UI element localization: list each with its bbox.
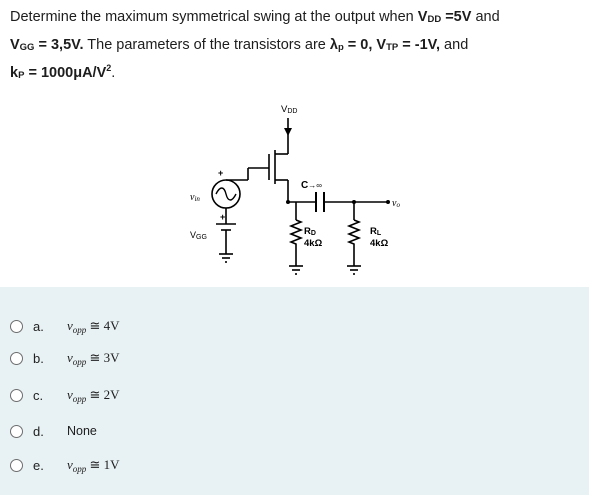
vdd-symbol: V (417, 9, 428, 25)
lambda-subscript: p (337, 42, 344, 53)
radio-button[interactable] (10, 459, 23, 472)
rd-value-label: 4kΩ (304, 238, 323, 249)
rl-value-label: 4kΩ (370, 238, 389, 249)
question-text-part: The parameters of the transistors are (83, 37, 330, 53)
kp-subscript: P (18, 70, 25, 81)
option-e[interactable] (10, 453, 120, 477)
option-answer: $v_{opp}$ ≅ 2V (67, 387, 120, 404)
battery-symbol (216, 224, 236, 254)
question-text-part: . (111, 65, 116, 81)
vdd-subscript: DD (427, 14, 442, 25)
vtp-subscript: TP (386, 42, 399, 53)
question-text (10, 4, 578, 88)
ground-icons (219, 254, 361, 274)
capacitor-symbol (316, 192, 324, 212)
vgg-label: VGG (190, 230, 207, 241)
vo-label: vo (392, 198, 400, 209)
option-letter: d. (33, 423, 44, 439)
circuit-diagram (180, 96, 440, 282)
node-dot (286, 200, 290, 204)
option-answer: None (67, 424, 97, 438)
option-answer: $v_{opp}$ ≅ 3V (67, 350, 120, 367)
vgg-subscript: GG (19, 42, 35, 53)
vtp-symbol: V (376, 37, 387, 53)
radio-button[interactable] (10, 389, 23, 402)
lambda-symbol: λ (329, 37, 338, 53)
question-text-part: Determine the maximum symmetrical swing at the output when (10, 9, 418, 25)
option-letter: b. (33, 350, 44, 366)
capacitor-label: C→∞ (301, 180, 322, 191)
option-d[interactable] (10, 419, 97, 443)
option-answer: $v_{opp}$ ≅ 4V (67, 318, 120, 335)
lambda-value: = 0, (343, 37, 377, 53)
kp-symbol: k (10, 65, 19, 81)
option-c[interactable] (10, 383, 120, 407)
rl-label: RL (370, 226, 382, 237)
kp-value: = 1000μA/V (24, 65, 107, 81)
vgg-symbol: V (10, 37, 20, 53)
vin-plus-label: + (218, 168, 224, 178)
vdd-value: =5V (441, 9, 472, 25)
source-arrow (284, 128, 292, 136)
rl-resistor-icon (349, 220, 359, 248)
option-a[interactable] (10, 314, 120, 338)
question-text-part: and (440, 37, 469, 53)
question-text-part: and (471, 9, 500, 25)
rd-label: RD (304, 226, 316, 237)
option-letter: c. (33, 387, 44, 403)
option-letter: e. (33, 457, 44, 473)
vdd-label: VDD (281, 104, 298, 115)
vtp-value: = -1V, (398, 37, 441, 53)
question-line-2 (10, 37, 468, 53)
radio-button[interactable] (10, 320, 23, 333)
vgg-plus-label: + (220, 212, 226, 222)
vgg-value: = 3,5V. (34, 37, 84, 53)
radio-button[interactable] (10, 352, 23, 365)
rd-resistor-icon (291, 220, 301, 248)
kp-superscript: 2 (106, 63, 112, 73)
option-answer: $v_{opp}$ ≅ 1V (67, 457, 120, 474)
question-line-1 (10, 9, 500, 25)
answer-options (0, 287, 589, 495)
node-dot (352, 200, 356, 204)
question-line-3 (10, 65, 115, 81)
radio-button[interactable] (10, 425, 23, 438)
option-letter: a. (33, 318, 44, 334)
option-b[interactable] (10, 346, 120, 370)
output-node-dot (386, 200, 390, 204)
vin-label: vin (190, 192, 200, 203)
